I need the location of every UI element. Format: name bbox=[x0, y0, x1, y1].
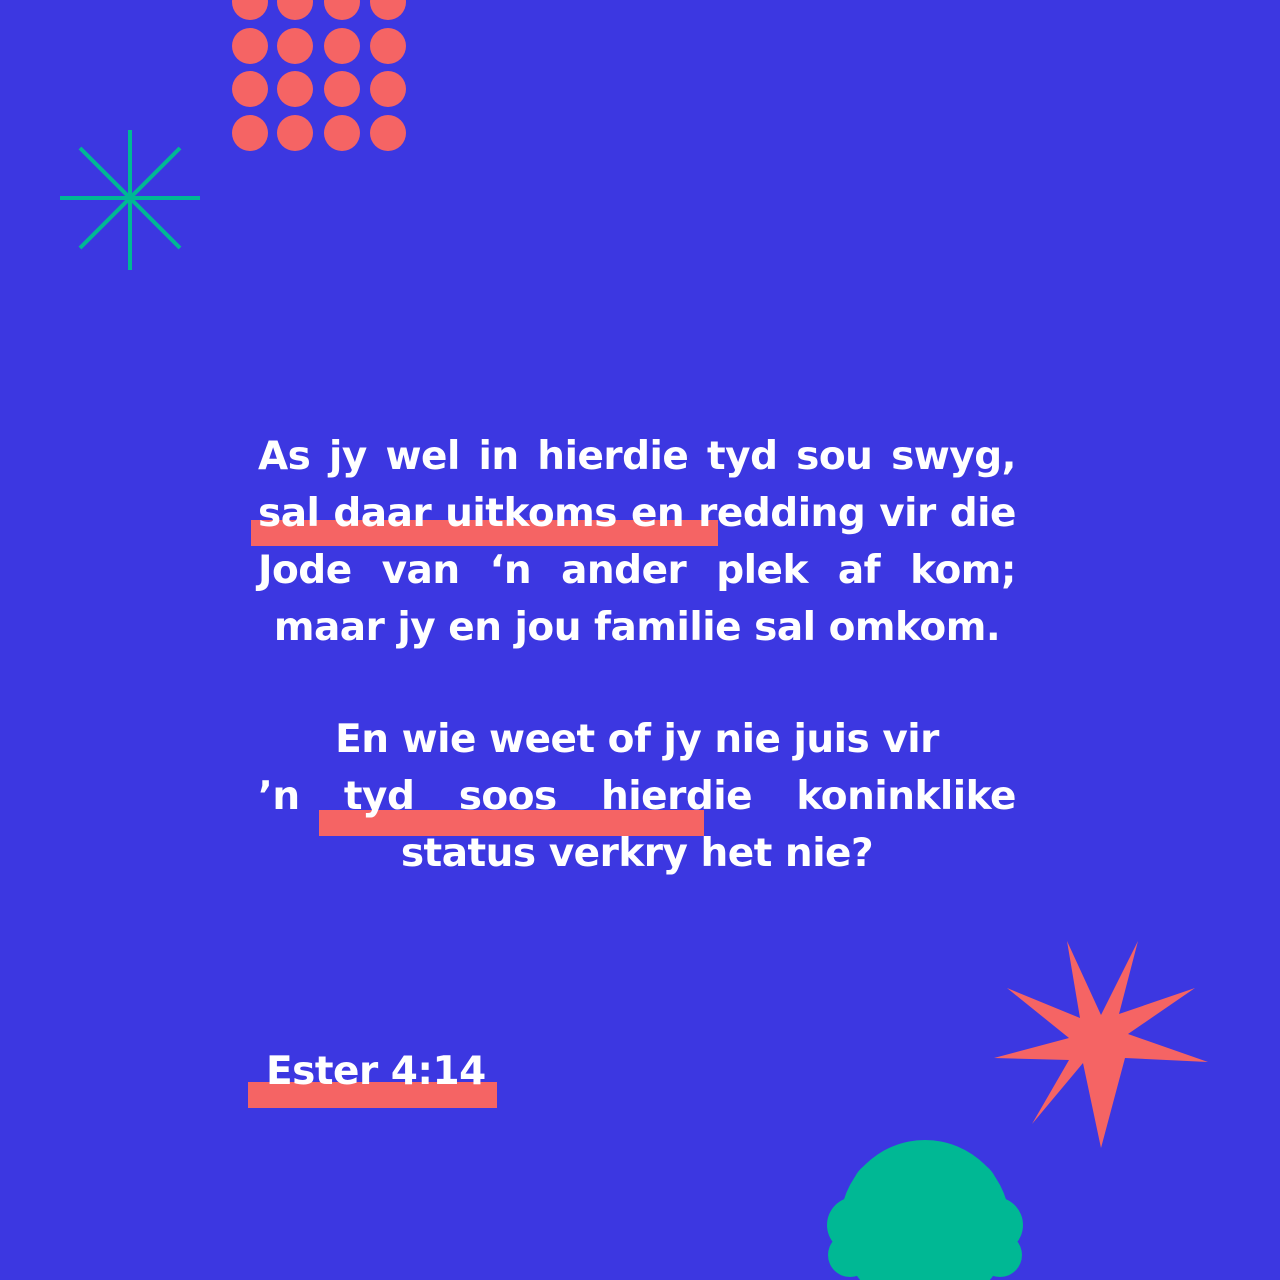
verse-line: As jy wel in hierdie tyd sou swyg, bbox=[258, 434, 1016, 479]
coral-starburst-icon bbox=[994, 941, 1208, 1148]
verse-line: Jode van ‘n ander plek af kom; bbox=[258, 548, 1016, 593]
verse-line: sal daar uitkoms en redding vir die bbox=[258, 491, 1016, 536]
verse-reference: Ester 4:14 bbox=[266, 1049, 486, 1094]
verse-line: ’n tyd soos hierdie koninklike bbox=[258, 774, 1016, 819]
green-scalloped-blob bbox=[827, 1140, 1023, 1280]
verse-line: status verkry het nie? bbox=[400, 831, 874, 876]
verse-line: maar jy en jou familie sal omkom. bbox=[273, 605, 1001, 650]
dot-grid bbox=[232, 0, 406, 151]
green-asterisk-icon bbox=[60, 130, 200, 270]
verse-line: En wie weet of jy nie juis vir bbox=[335, 717, 939, 762]
